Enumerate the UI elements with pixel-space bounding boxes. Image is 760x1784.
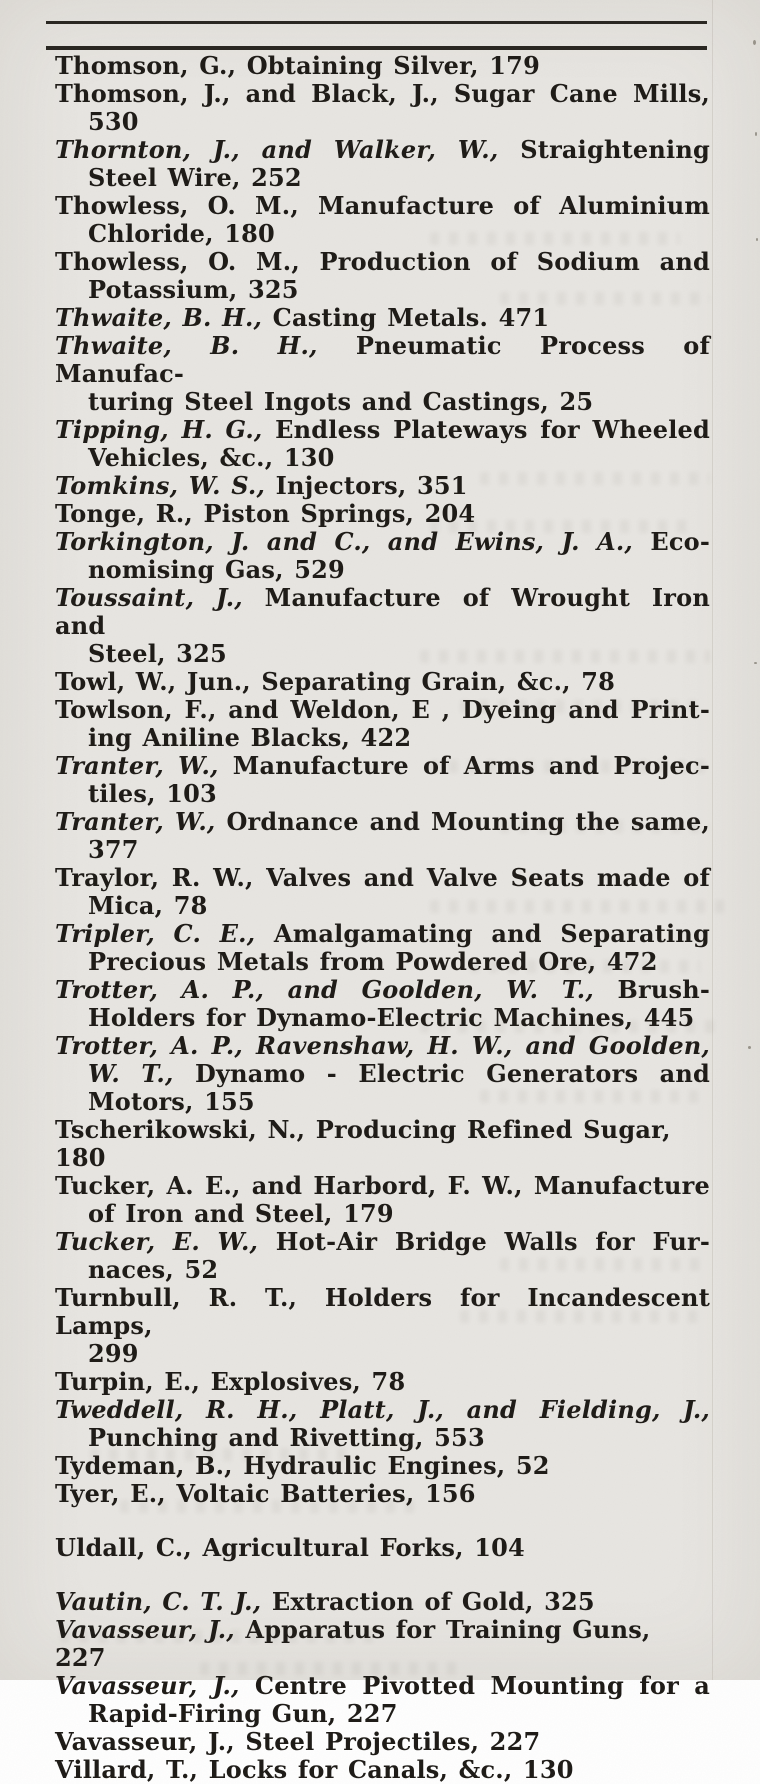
index-entry-line [55,668,710,696]
patentee-name-italic: Tipping, H. G., [55,415,263,444]
entry-text: Motors, 155 [88,1087,255,1116]
index-entry [55,472,710,500]
index-entry-line [88,948,710,976]
index-entry [55,1116,710,1172]
patentee-name-italic: Toussaint, J., [55,583,243,612]
patentee-name-italic: Torkington, J. and C., and Ewins, J. A., [55,527,633,556]
index-entry-line [55,472,710,500]
entry-text: Uldall, C., Agricultural Forks, 104 [55,1533,525,1562]
index-entry-line [55,584,710,640]
index-entry-line [55,1534,710,1562]
entry-text: Potassium, 325 [88,275,299,304]
index-entry [55,1480,710,1508]
entry-text: Punching and Rivetting, 553 [88,1423,485,1452]
entry-text: Eco- [632,527,710,556]
index-entry-line [55,864,710,892]
index-entry [55,248,710,304]
patentee-name-italic: W. T., [88,1059,174,1088]
entry-text: Precious Metals from Powdered Ore, 472 [88,947,658,976]
index-entry-line [88,836,710,864]
index-entry-line [55,1116,710,1172]
entry-text: Injectors, 351 [265,471,468,500]
entry-text: Rapid-Firing Gun, 227 [88,1699,398,1728]
index-entry [55,304,710,332]
index-entry [55,1756,710,1784]
entry-text: Holders for Dynamo-Electric Machines, 445 [88,1003,695,1032]
index-entry-line [55,1032,710,1060]
entry-text: Tucker, A. E., and Harbord, F. W., Manufacture [55,1171,710,1200]
index-entry [55,332,710,416]
scan-speck [754,662,757,664]
patentee-name-italic: Tomkins, W. S., [55,471,266,500]
index-entry-list [55,52,710,1784]
entry-text: 530 [88,107,139,136]
index-entry [55,752,710,808]
entry-text: Towl, W., Jun., Separating Grain, &c., 78 [55,667,616,696]
index-entry-line [55,1756,710,1784]
index-entry-line [55,1228,710,1256]
entry-text: Tydeman, B., Hydraulic Engines, 52 [55,1451,550,1480]
patentee-name-italic: Vavasseur, J., [55,1671,240,1700]
index-entry-line [55,80,710,108]
scan-speck [755,132,757,136]
index-entry-line [55,1480,710,1508]
index-entry [55,1228,710,1284]
entry-text: Manufacture of Arms and Projec- [218,751,710,780]
index-entry [55,192,710,248]
scan-speck [753,40,756,45]
index-entry-line [55,1616,710,1672]
index-entry [55,920,710,976]
entry-text: Towlson, F., and Weldon, E , Dyeing and Print- [55,695,710,724]
scan-speck [756,238,758,241]
entry-text: Turpin, E., Explosives, 78 [55,1367,406,1396]
patentee-name-italic: Trotter, A. P., Ravenshaw, H. W., and Goolden, [55,1031,710,1060]
patentee-name-italic: Vautin, C. T. J., [55,1587,262,1616]
entry-text: 299 [88,1339,139,1368]
patentee-name-italic: Tranter, W., [55,807,216,836]
patentee-name-italic: Tripler, C. E., [55,919,256,948]
index-entry-line [88,164,710,192]
entry-text: Endless Plateways for Wheeled [262,415,710,444]
index-entry-line [55,1672,710,1700]
index-entry-line [55,1368,710,1396]
scan-speck [748,1046,751,1049]
index-entry [55,1172,710,1228]
entry-text: Brush- [593,975,711,1004]
entry-text: Pneumatic Process of Manufac- [55,331,710,388]
index-entry-line [88,108,710,136]
index-entry [55,1396,710,1452]
index-entry-line [55,304,710,332]
index-entry-line [55,1452,710,1480]
index-entry-line [55,192,710,220]
patentee-name-italic: Thwaite, B. H., [55,331,318,360]
index-entry-line [55,136,710,164]
entry-text: Traylor, R. W., Valves and Valve Seats made of [55,863,710,892]
index-entry-line [88,724,710,752]
entry-text: of Iron and Steel, 179 [88,1199,394,1228]
index-entry-line [88,1060,710,1088]
entry-text: Mica, 78 [88,891,208,920]
header-rule-top [46,21,707,24]
entry-text: Villard, T., Locks for Canals, &c., 130 [55,1755,574,1784]
entry-text: ing Aniline Blacks, 422 [88,723,412,752]
patentee-name-italic: Vavasseur, J., [55,1615,235,1644]
entry-text: 377 [88,835,139,864]
index-entry [55,1368,710,1396]
index-entry [55,52,710,80]
index-entry-line [55,1728,710,1756]
index-entry-line [88,892,710,920]
index-entry-line [88,388,710,416]
entry-text: tiles, 103 [88,779,217,808]
entry-text: Tyer, E., Voltaic Batteries, 156 [55,1479,476,1508]
entry-text: Thomson, G., Obtaining Silver, 179 [55,51,540,80]
index-entry-line [55,416,710,444]
header-rule-bottom [46,46,707,50]
index-entry-line [88,444,710,472]
entry-text: Turnbull, R. T., Holders for Incandescent Lamps, [55,1283,710,1340]
index-entry [55,500,710,528]
page-edge-crease [712,0,713,1680]
entry-text: nomising Gas, 529 [88,555,345,584]
index-entry-line [88,1340,710,1368]
index-entry [55,808,710,864]
index-entry-line [55,1396,710,1424]
index-entry-line [55,1172,710,1200]
index-entry-line [55,52,710,80]
entry-text: Apparatus for Training Guns, 227 [55,1615,651,1672]
index-entry [55,976,710,1032]
index-entry [55,1672,710,1728]
index-entry [55,528,710,584]
index-entry-line [88,1200,710,1228]
entry-text: Manufacture of Wrought Iron and [55,583,710,640]
index-entry-line [88,1424,710,1452]
entry-text: Chloride, 180 [88,219,275,248]
entry-text: Centre Pivotted Mounting for a [239,1671,710,1700]
entry-text: Steel Wire, 252 [88,163,302,192]
index-entry [55,668,710,696]
entry-text: Thomson, J., and Black, J., Sugar Cane Mills, [55,79,710,108]
index-entry-line [55,528,710,556]
index-entry-line [88,220,710,248]
entry-text: Tscherikowski, N., Producing Refined Sugar, 180 [55,1115,671,1172]
patentee-name-italic: Trotter, A. P., and Goolden, W. T., [55,975,594,1004]
patentee-name-italic: Tranter, W., [55,751,219,780]
entry-text: Dynamo - Electric Generators and [173,1059,710,1088]
patentee-name-italic: Tweddell, R. H., Platt, J., and Fielding, J., [55,1395,710,1424]
index-entry [55,1284,710,1368]
index-entry [55,1728,710,1756]
index-entry [55,416,710,472]
index-entry-line [55,1588,710,1616]
patentee-name-italic: Thwaite, B. H., [55,303,263,332]
entry-text: Hot-Air Bridge Walls for Fur- [258,1227,710,1256]
index-entry-line [55,976,710,1004]
index-entry-line [88,1088,710,1116]
entry-text: naces, 52 [88,1255,219,1284]
entry-text: Vavasseur, J., Steel Projectiles, 227 [55,1727,541,1756]
index-entry-line [55,752,710,780]
entry-text: Thowless, O. M., Manufacture of Aluminium [55,191,710,220]
entry-text: Thowless, O. M., Production of Sodium and [55,247,710,276]
index-entry-line [88,1004,710,1032]
index-entry-line [88,276,710,304]
index-entry-line [55,920,710,948]
entry-text: Extraction of Gold, 325 [261,1587,595,1616]
index-entry-line [88,1700,710,1728]
entry-text: Casting Metals. 471 [262,303,550,332]
index-entry-line [88,640,710,668]
index-entry-line [88,1256,710,1284]
index-entry [55,696,710,752]
entry-text: Ordnance and Mounting the same, [215,807,710,836]
index-entry [55,1588,710,1616]
index-entry [55,1534,710,1562]
entry-text: Vehicles, &c., 130 [88,443,335,472]
entry-text: Tonge, R., Piston Springs, 204 [55,499,476,528]
index-entry-line [88,556,710,584]
index-entry-line [55,248,710,276]
index-entry [55,584,710,668]
index-entry [55,136,710,192]
index-entry [55,864,710,920]
index-entry [55,1452,710,1480]
index-entry [55,80,710,136]
index-entry-line [55,500,710,528]
index-entry-line [55,1284,710,1340]
index-entry [55,1616,710,1672]
patentee-name-italic: Tucker, E. W., [55,1227,259,1256]
entry-text: Straightening [498,135,710,164]
index-entry-line [55,808,710,836]
patentee-name-italic: Thornton, J., and Walker, W., [55,135,499,164]
index-entry-line [55,696,710,724]
entry-text: turing Steel Ingots and Castings, 25 [88,387,594,416]
entry-text: Amalgamating and Separating [255,919,710,948]
index-entry-line [55,332,710,388]
index-entry-line [88,780,710,808]
index-entry [55,1032,710,1116]
entry-text: Steel, 325 [88,639,227,668]
